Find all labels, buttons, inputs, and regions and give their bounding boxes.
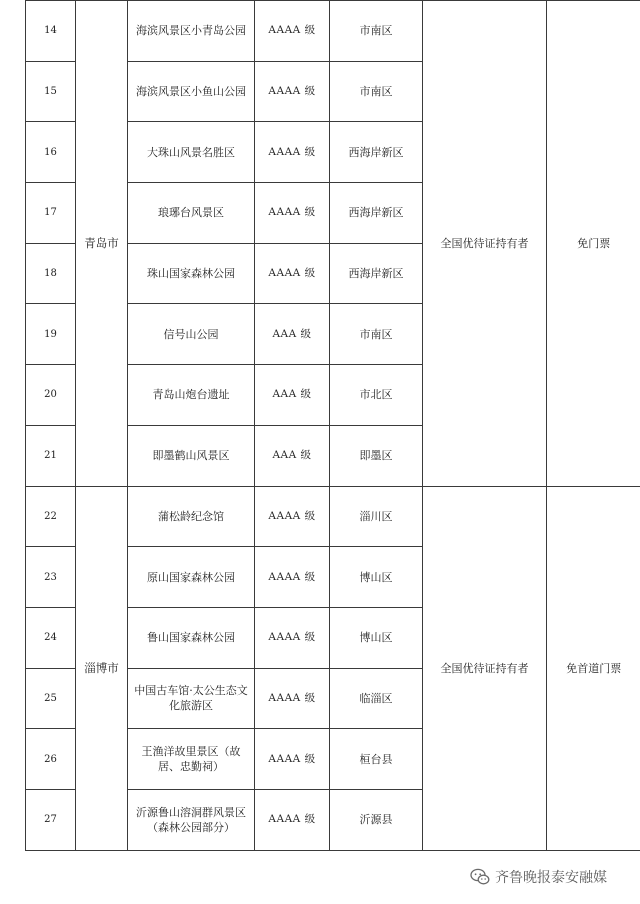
spot-name: 即墨鹤山风景区 — [128, 425, 255, 486]
spot-name: 王渔洋故里景区（故居、忠勤祠） — [128, 729, 255, 790]
spot-grade: AAAA 级 — [255, 122, 330, 183]
spot-district: 西海岸新区 — [330, 243, 423, 304]
spot-district: 博山区 — [330, 547, 423, 608]
row-number: 25 — [26, 668, 76, 729]
ticket-policy-cell: 免门票 — [547, 1, 640, 487]
row-number: 27 — [26, 789, 76, 850]
row-number: 24 — [26, 607, 76, 668]
spot-grade: AAAA 级 — [255, 607, 330, 668]
spot-district: 淄川区 — [330, 486, 423, 547]
spot-district: 市南区 — [330, 1, 423, 62]
row-number: 22 — [26, 486, 76, 547]
spot-name: 原山国家森林公园 — [128, 547, 255, 608]
spot-district: 即墨区 — [330, 425, 423, 486]
row-number: 19 — [26, 304, 76, 365]
row-number: 23 — [26, 547, 76, 608]
spot-name: 海滨风景区小青岛公园 — [128, 1, 255, 62]
row-number: 26 — [26, 729, 76, 790]
eligible-group-cell: 全国优待证持有者 — [423, 1, 547, 487]
spot-grade: AAAA 级 — [255, 486, 330, 547]
spot-grade: AAAA 级 — [255, 547, 330, 608]
spot-name: 琅琊台风景区 — [128, 183, 255, 244]
row-number: 18 — [26, 243, 76, 304]
spot-name: 沂源鲁山溶洞群风景区（森林公园部分） — [128, 789, 255, 850]
spot-district: 西海岸新区 — [330, 122, 423, 183]
ticket-policy-cell: 免首道门票 — [547, 486, 640, 850]
row-number: 14 — [26, 1, 76, 62]
spot-grade: AAAA 级 — [255, 729, 330, 790]
spot-grade: AAAA 级 — [255, 1, 330, 62]
spot-name: 鲁山国家森林公园 — [128, 607, 255, 668]
spot-grade: AAA 级 — [255, 304, 330, 365]
spot-grade: AAAA 级 — [255, 789, 330, 850]
table-row — [26, 486, 640, 547]
eligible-group-cell: 全国优待证持有者 — [423, 486, 547, 850]
spot-grade: AAAA 级 — [255, 61, 330, 122]
spot-grade: AAAA 级 — [255, 243, 330, 304]
city-cell: 淄博市 — [76, 486, 128, 850]
row-number: 17 — [26, 183, 76, 244]
table-row — [26, 1, 640, 62]
wechat-icon — [470, 868, 490, 886]
spot-district: 市北区 — [330, 365, 423, 426]
spot-district: 市南区 — [330, 304, 423, 365]
spot-grade: AAA 级 — [255, 365, 330, 426]
spot-name: 蒲松龄纪念馆 — [128, 486, 255, 547]
spot-grade: AAAA 级 — [255, 183, 330, 244]
spot-district: 市南区 — [330, 61, 423, 122]
spot-name: 海滨风景区小鱼山公园 — [128, 61, 255, 122]
spot-district: 沂源县 — [330, 789, 423, 850]
spot-grade: AAA 级 — [255, 425, 330, 486]
source-watermark — [470, 866, 607, 888]
spot-grade: AAAA 级 — [255, 668, 330, 729]
spot-name: 大珠山风景名胜区 — [128, 122, 255, 183]
spot-name: 中国古车馆·太公生态文化旅游区 — [128, 668, 255, 729]
row-number: 16 — [26, 122, 76, 183]
row-number: 15 — [26, 61, 76, 122]
city-cell: 青岛市 — [76, 1, 128, 487]
spot-district: 桓台县 — [330, 729, 423, 790]
scenic-spots-table — [25, 0, 640, 851]
spot-district: 临淄区 — [330, 668, 423, 729]
watermark-text: 齐鲁晚报泰安融媒 — [495, 870, 607, 886]
spot-district: 博山区 — [330, 607, 423, 668]
row-number: 20 — [26, 365, 76, 426]
spot-name: 青岛山炮台遗址 — [128, 365, 255, 426]
spot-name: 信号山公园 — [128, 304, 255, 365]
spot-district: 西海岸新区 — [330, 183, 423, 244]
spot-name: 珠山国家森林公园 — [128, 243, 255, 304]
row-number: 21 — [26, 425, 76, 486]
